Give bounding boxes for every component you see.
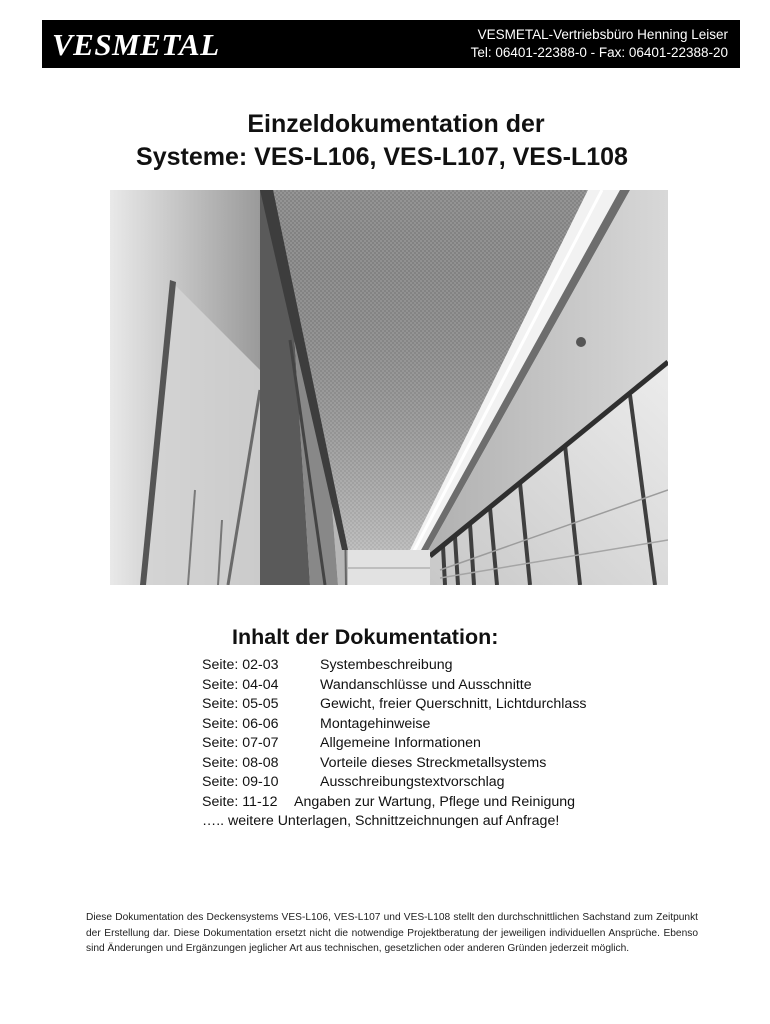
toc-row — [202, 676, 587, 696]
toc-label: Gewicht, freier Querschnitt, Lichtdurchlass — [320, 696, 587, 712]
toc-heading: Inhalt der Dokumentation: — [232, 625, 499, 649]
header-bar — [42, 20, 740, 68]
toc-page-range: Seite: 09-10 — [202, 774, 279, 790]
toc-row — [202, 715, 587, 735]
contact-info — [471, 26, 728, 62]
brand-logo: VESMETAL — [52, 27, 220, 62]
toc-row — [202, 734, 587, 754]
title-line-2: Systeme: VES-L106, VES-L107, VES-L108 — [136, 143, 628, 171]
toc-label: Vorteile dieses Streckmetallsystems — [320, 754, 547, 771]
toc-row — [202, 656, 587, 676]
contact-line-office: VESMETAL-Vertriebsbüro Henning Leiser — [477, 27, 728, 42]
toc-label: Allgemeine Informationen — [320, 735, 481, 751]
toc-label: Angaben zur Wartung, Pflege und Reinigung — [294, 793, 576, 810]
toc-page-range: Seite: 02-03 — [202, 657, 279, 673]
toc-page-range: Seite: 05-05 — [202, 696, 279, 712]
document-title — [0, 108, 770, 174]
toc-footer-note: ….. weitere Unterlagen, Schnittzeichnungen auf Anfrage! — [202, 813, 560, 829]
contact-line-phone: Tel: 06401-22388-0 - Fax: 06401-22388-20 — [470, 45, 728, 60]
toc-page-range: Seite: 11-12 — [202, 793, 278, 810]
toc-label: Ausschreibungstextvorschlag — [320, 774, 505, 790]
toc-page-range: Seite: 08-08 — [202, 754, 279, 771]
ceiling-photo — [110, 190, 668, 585]
toc-page-range: Seite: 04-04 — [202, 676, 279, 693]
toc-label: Wandanschlüsse und Ausschnitte — [320, 676, 532, 693]
toc-page-range: Seite: 06-06 — [202, 715, 279, 732]
ceiling-photo-illustration — [110, 190, 668, 585]
toc-page-range: Seite: 07-07 — [202, 735, 279, 751]
toc-row — [202, 773, 587, 793]
toc-row — [202, 754, 587, 774]
toc-row — [202, 695, 587, 715]
toc-label: Systembeschreibung — [320, 657, 453, 673]
toc-label: Montagehinweise — [320, 715, 431, 732]
toc-row — [202, 793, 587, 813]
table-of-contents — [202, 656, 587, 832]
title-line-1: Einzeldokumentation der — [247, 110, 545, 138]
disclaimer-text: Diese Dokumentation des Deckensystems VES-L106, VES-L107 und VES-L108 stellt den durchschnittlichen Sachstand zum Zeitpunkt der Erstellung dar. Diese Dokumentation ersetzt nicht die notwendige Projektberatung der jeweiligen individuellen Ansprüche. Ebenso sind Änderungen und Ergänzungen jeglicher Art aus technischen, gesetzlichen oder anderen Gründen jederzeit möglich. — [86, 912, 698, 954]
